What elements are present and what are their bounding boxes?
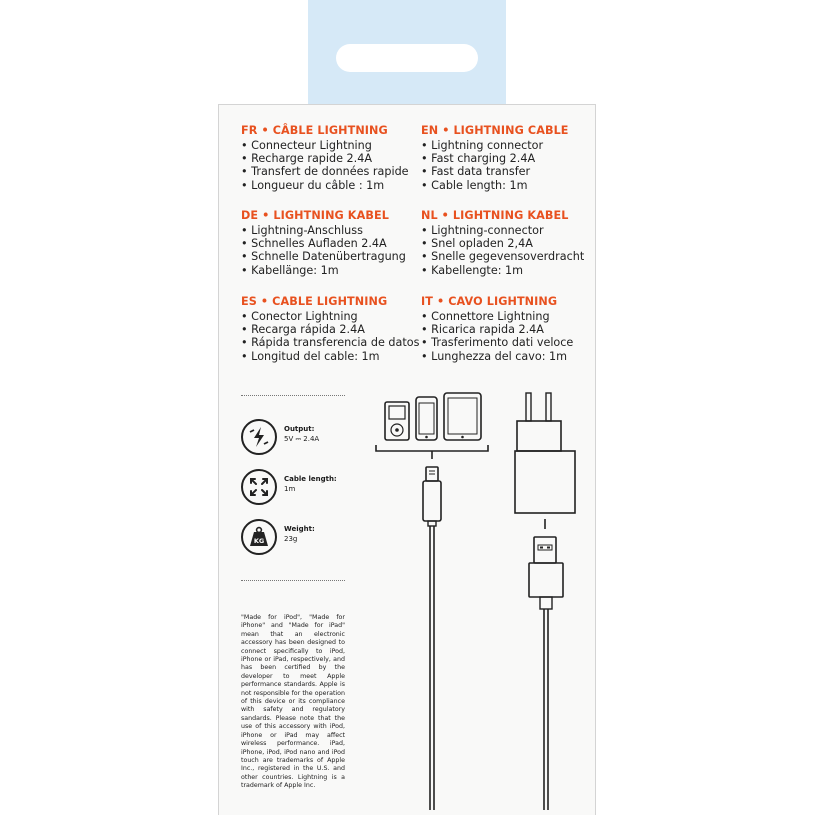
- lang-item: • Schnelle Datenübertragung: [241, 250, 421, 263]
- lang-title-de: DE • LIGHTNING KABEL: [241, 209, 389, 222]
- lang-item: • Recharge rapide 2.4A: [241, 152, 421, 165]
- divider-bottom: [241, 580, 345, 581]
- lang-item: • Kabellengte: 1m: [421, 264, 601, 277]
- spec-cable-title: Cable length:: [284, 475, 337, 483]
- iphone-icon: [416, 397, 437, 440]
- lang-title-es: ES • CABLE LIGHTNING: [241, 295, 388, 308]
- lang-block-de: [241, 209, 421, 277]
- lang-title-fr: FR • CÂBLE LIGHTNING: [241, 124, 388, 137]
- expand-arrows-icon: [241, 469, 277, 505]
- usb-cable-icon: [529, 537, 563, 810]
- lang-item: • Connettore Lightning: [421, 310, 601, 323]
- lang-block-en: [421, 124, 601, 192]
- lang-item: • Ricarica rapida 2.4A: [421, 323, 601, 336]
- lang-item: • Lightning-Anschluss: [241, 224, 421, 237]
- lang-item: • Conector Lightning: [241, 310, 421, 323]
- legal-disclaimer: "Made for iPod", "Made for iPhone" and "Made for iPad" mean that an electronic accessory has been designed to connect specifically to iPod, iPhone or iPad, respectively, and has been certified by the developer to meet Apple performance standards. Apple is not responsible for the operation of this device or its compliance with safety and regulatory sandards. Please note that the use of this accessory with iPod, iPhone or iPad may affect wireless performance. iPad, iPhone, iPod, iPod nano and iPod touch are trademarks of Apple Inc., registered in the U.S. and other countries. Lightning is a trademark of Apple Inc.: [241, 614, 345, 790]
- spec-output: [241, 419, 351, 459]
- svg-text:KG: KG: [253, 537, 265, 545]
- spec-weight: [241, 519, 351, 559]
- lang-block-es: [241, 295, 421, 363]
- lang-item: • Lightning connector: [421, 139, 601, 152]
- lang-item: • Trasferimento dati veloce: [421, 336, 601, 349]
- spec-weight-value: 23g: [284, 535, 298, 543]
- lang-item: • Transfert de données rapide: [241, 165, 421, 178]
- lang-item: • Schnelles Aufladen 2.4A: [241, 237, 421, 250]
- lang-item: • Connecteur Lightning: [241, 139, 421, 152]
- wall-charger-icon: [515, 393, 575, 529]
- lang-item: • Cable length: 1m: [421, 179, 601, 192]
- lang-item: • Snelle gegevensoverdracht: [421, 250, 601, 263]
- spec-cable-value: 1m: [284, 485, 296, 493]
- divider-top: [241, 395, 345, 396]
- ipad-icon: [444, 393, 481, 440]
- lang-title-it: IT • CAVO LIGHTNING: [421, 295, 558, 308]
- ipod-classic-icon: [385, 402, 409, 440]
- spec-weight-title: Weight:: [284, 525, 315, 533]
- lang-item: • Rápida transferencia de datos: [241, 336, 421, 349]
- lang-title-en: EN • LIGHTNING CABLE: [421, 124, 569, 137]
- lang-item: • Longitud del cable: 1m: [241, 350, 421, 363]
- lang-item: • Longueur du câble : 1m: [241, 179, 421, 192]
- lang-block-nl: [421, 209, 601, 277]
- kg-weight-icon: [241, 519, 277, 555]
- spec-cable-length: [241, 469, 351, 509]
- lang-item: • Lightning-connector: [421, 224, 601, 237]
- lang-title-nl: NL • LIGHTNING KABEL: [421, 209, 569, 222]
- lang-item: • Lunghezza del cavo: 1m: [421, 350, 601, 363]
- spec-output-title: Output:: [284, 425, 315, 433]
- spec-output-value: 5V ⎓ 2.4A: [284, 435, 320, 443]
- lang-block-fr: [241, 124, 421, 192]
- lang-item: • Fast charging 2.4A: [421, 152, 601, 165]
- lang-item: • Fast data transfer: [421, 165, 601, 178]
- lightning-cable-icon: [423, 467, 441, 810]
- lang-item: • Kabellänge: 1m: [241, 264, 421, 277]
- lang-item: • Recarga rápida 2.4A: [241, 323, 421, 336]
- product-illustration: [370, 385, 585, 810]
- hanger-hole: [336, 44, 478, 72]
- lang-item: • Snel opladen 2,4A: [421, 237, 601, 250]
- lang-block-it: [421, 295, 601, 363]
- lightning-bolt-icon: [241, 419, 277, 455]
